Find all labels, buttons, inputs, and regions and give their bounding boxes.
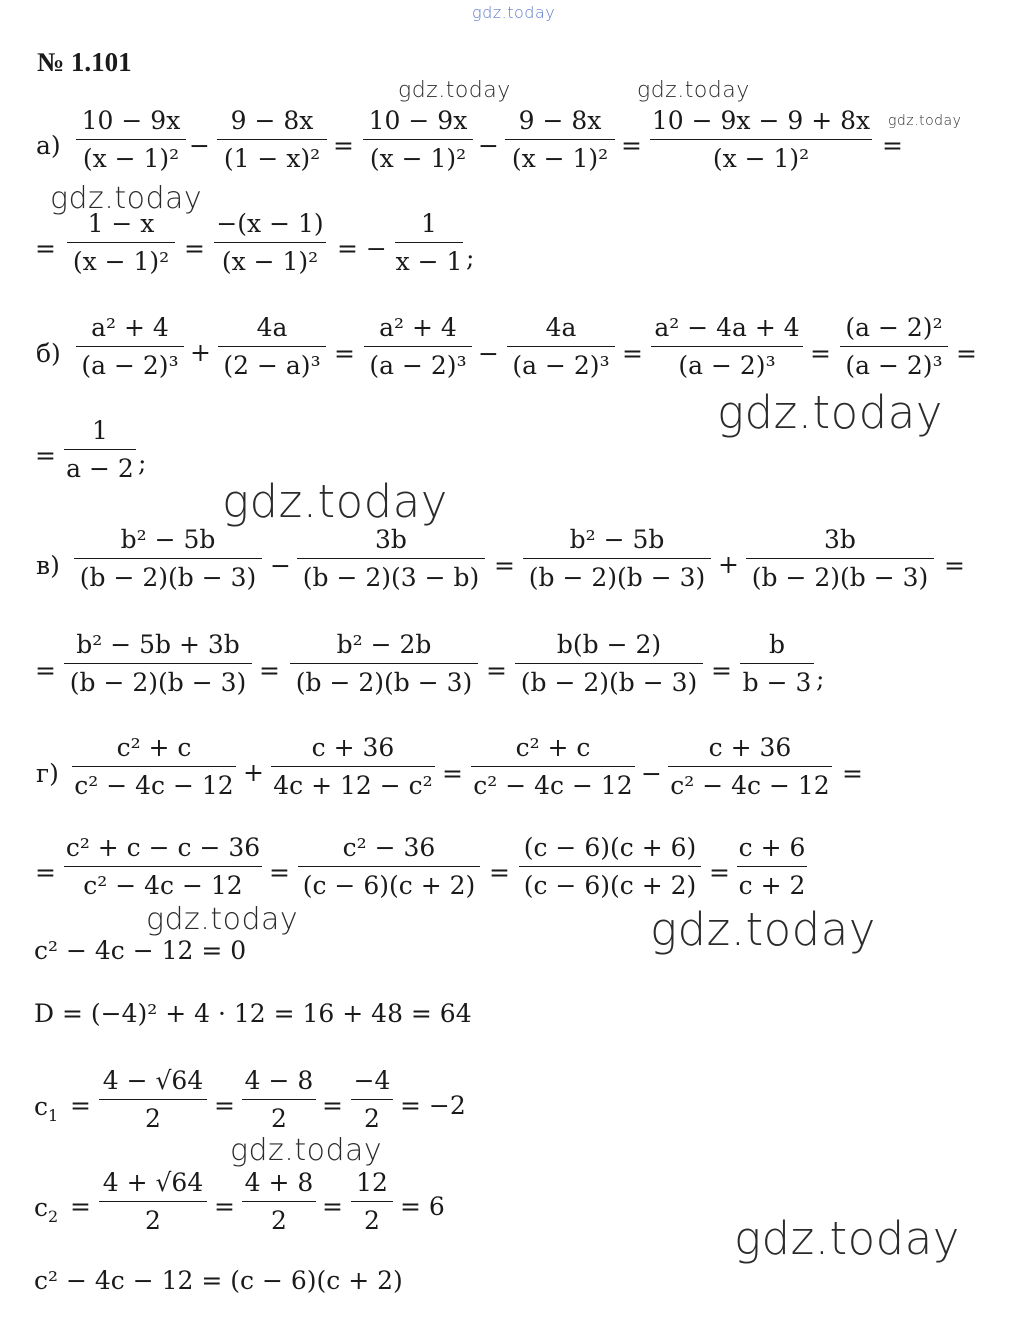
fraction: −(x − 1) (x − 1)² [214, 211, 326, 274]
operator: − [189, 131, 210, 160]
fraction: a² + 4 (a − 2)³ [76, 315, 184, 378]
operator: + [718, 550, 739, 579]
fraction: 4a (2 − a)³ [218, 315, 326, 378]
equals: = [442, 759, 463, 788]
operator: + [243, 758, 264, 787]
equals: = [711, 656, 732, 685]
equals: = [35, 858, 56, 887]
fraction: 4 − √64 2 [99, 1068, 207, 1131]
fraction: c² + c − c − 36 c² − 4c − 12 [65, 833, 261, 900]
fraction: 12 2 [351, 1170, 393, 1233]
fraction: (a − 2)² (a − 2)³ [840, 315, 948, 378]
fraction: 10 − 9x (x − 1)² [76, 108, 186, 171]
root-c2-label: $c_2$ [34, 1193, 59, 1226]
equals: = [956, 339, 977, 368]
fraction: 4a (a − 2)³ [507, 315, 615, 378]
watermark: gdz.today [146, 902, 299, 937]
equals: = [35, 234, 56, 263]
semicolon: ; [816, 664, 825, 693]
part-label-v: в) [36, 551, 60, 580]
root-c2-result: = 6 [400, 1192, 445, 1221]
equals: = [70, 1091, 91, 1120]
equals: = [35, 441, 56, 470]
equals: = [486, 656, 507, 685]
watermark: gdz.today [222, 475, 448, 528]
problem-title: № 1.101 [37, 47, 132, 77]
fraction: c² + c c² − 4c − 12 [72, 735, 236, 798]
operator: + [190, 338, 211, 367]
fraction: c² + c c² − 4c − 12 [471, 735, 635, 798]
equals: = [489, 858, 510, 887]
fraction: c + 6 c + 2 [738, 833, 806, 900]
part-label-a: а) [36, 131, 61, 160]
equals: = [494, 551, 515, 580]
fraction: b² − 2b (b − 2)(b − 3) [290, 632, 478, 695]
equals: = [35, 656, 56, 685]
root-c1-label: $c_1$ [34, 1092, 59, 1125]
equals: = [944, 551, 965, 580]
watermark: gdz.today [398, 78, 511, 103]
operator: − [641, 759, 662, 788]
equals: = [333, 131, 354, 160]
equals: = [842, 759, 863, 788]
fraction: c² − 36 (c − 6)(c + 2) [298, 835, 480, 898]
watermark: gdz.today [637, 78, 750, 103]
equals: = [322, 1091, 343, 1120]
fraction: c + 36 c² − 4c − 12 [668, 735, 832, 798]
equals: = [269, 858, 290, 887]
equals: = [622, 339, 643, 368]
fraction: b² − 5b (b − 2)(b − 3) [74, 527, 262, 590]
fraction: 4 − 8 2 [242, 1068, 316, 1131]
fraction: 4 + 8 2 [242, 1170, 316, 1233]
equals: = − [337, 234, 387, 263]
discriminant-line: D = (−4)² + 4 · 12 = 16 + 48 = 64 [34, 999, 472, 1028]
fraction: b(b − 2) (b − 2)(b − 3) [515, 632, 703, 695]
fraction: 10 − 9x − 9 + 8x (x − 1)² [651, 106, 871, 173]
part-label-b: б) [36, 339, 61, 368]
equals: = [259, 656, 280, 685]
fraction: b b − 3 [740, 632, 814, 695]
fraction: 4 + √64 2 [99, 1170, 207, 1233]
equals: = [322, 1192, 343, 1221]
fraction: 3b (b − 2)(b − 3) [746, 527, 934, 590]
equals: = [214, 1192, 235, 1221]
watermark: gdz.today [888, 113, 962, 129]
operator: − [478, 339, 499, 368]
fraction: 1 − x (x − 1)² [67, 211, 175, 274]
fraction: 9 − 8x (x − 1)² [505, 108, 615, 171]
root-c1-result: = −2 [400, 1091, 466, 1120]
fraction: 10 − 9x (x − 1)² [363, 108, 473, 171]
equals: = [709, 858, 730, 887]
equals: = [882, 131, 903, 160]
equals: = [334, 339, 355, 368]
equals: = [810, 339, 831, 368]
fraction: a² + 4 (a − 2)³ [364, 315, 472, 378]
fraction: (c − 6)(c + 6) (c − 6)(c + 2) [519, 835, 701, 898]
equals: = [214, 1091, 235, 1120]
fraction: 9 − 8x (1 − x)² [217, 108, 327, 171]
operator: − [270, 551, 291, 580]
watermark: gdz.today [50, 181, 203, 216]
equals: = [621, 131, 642, 160]
part-label-g: г) [36, 759, 59, 788]
operator: − [478, 131, 499, 160]
fraction: 3b (b − 2)(3 − b) [297, 527, 485, 590]
semicolon: ; [138, 448, 147, 477]
watermark-top: gdz.today [472, 3, 556, 22]
watermark: gdz.today [230, 1133, 383, 1168]
fraction: 1 a − 2 [64, 418, 136, 481]
watermark: gdz.today [717, 386, 943, 439]
fraction: b² − 5b + 3b (b − 2)(b − 3) [64, 632, 252, 695]
fraction: −4 2 [351, 1068, 393, 1131]
factorization-line: c² − 4c − 12 = (c − 6)(c + 2) [34, 1266, 403, 1295]
fraction: b² − 5b (b − 2)(b − 3) [523, 527, 711, 590]
fraction: a² − 4a + 4 (a − 2)³ [651, 315, 803, 378]
equals: = [184, 234, 205, 263]
watermark: gdz.today [734, 1212, 960, 1265]
watermark: gdz.today [650, 903, 876, 956]
equals: = [70, 1192, 91, 1221]
fraction: c + 36 4c + 12 − c² [271, 735, 435, 798]
quadratic-equation: c² − 4c − 12 = 0 [34, 936, 247, 965]
fraction: 1 x − 1 [395, 209, 463, 276]
semicolon: ; [466, 243, 475, 272]
